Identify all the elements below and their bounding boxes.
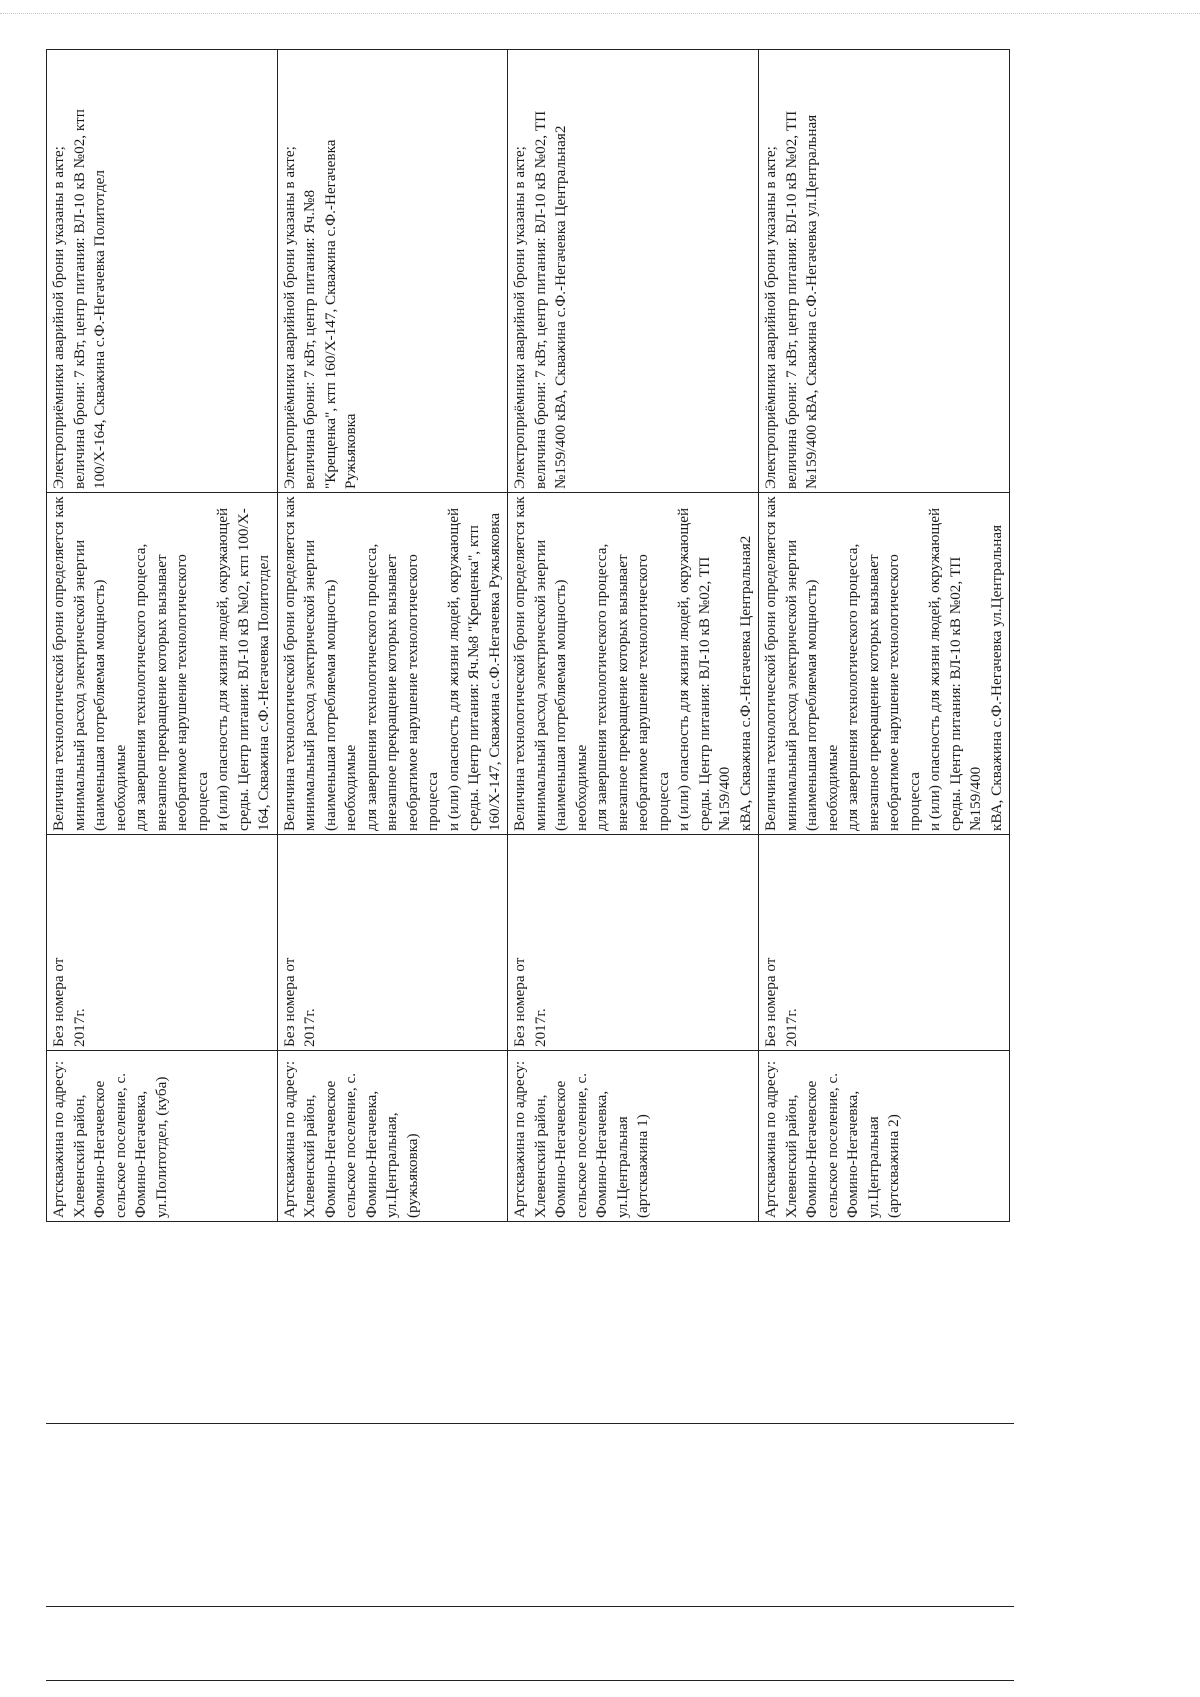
- emergency-reserve-table: [46, 49, 1010, 1222]
- cell-document: Без номера от 2017г.: [47, 835, 278, 1051]
- cell-document: Без номера от 2017г.: [277, 835, 508, 1051]
- cell-tech-reserve: Величина технологической брони определяется как минимальный расход электрической энергии (наименьшая потребляемая мощность) необходимые для завершения технологического процесса, внезапное прекращение которых вызывает необратимое нарушение технологического процесса и (или) опасность для жизни людей, окружающей среды. Центр питания: ВЛ-10 кВ №02, ктп 100/Х- 164, Скважина с.Ф.-Негачевка Политотдел: [47, 493, 278, 835]
- rule-line-1: [46, 1423, 1014, 1424]
- cell-document: Без номера от 2017г.: [508, 835, 759, 1051]
- rule-line-3: [46, 1680, 1014, 1681]
- cell-document: Без номера от 2017г.: [759, 835, 1010, 1051]
- cell-tech-reserve: Величина технологической брони определяется как минимальный расход электрической энергии (наименьшая потребляемая мощность) необходимые для завершения технологического процесса, внезапное прекращение которых вызывает необратимое нарушение технологического процесса и (или) опасность для жизни людей, окружающей среды. Центр питания: ВЛ-10 кВ №02, ТП №159/400 кВА, Скважина с.Ф.-Негачевка ул.Центральная: [759, 493, 1010, 835]
- cell-emergency-reserve: Электроприёмники аварийной брони указаны в акте; величина брони: 7 кВт, центр питания: ВЛ-10 кВ №02, ктп 100/Х-164, Скважина с.Ф.-Негачевка Политотдел: [47, 50, 278, 493]
- cell-tech-reserve: Величина технологической брони определяется как минимальный расход электрической энергии (наименьшая потребляемая мощность) необходимые для завершения технологического процесса, внезапное прекращение которых вызывает необратимое нарушение технологического процесса и (или) опасность для жизни людей, окружающей среды. Центр питания: ВЛ-10 кВ №02, ТП №159/400 кВА, Скважина с.Ф.-Негачевка Центральная2: [508, 493, 759, 835]
- cell-location: Артскважина по адресу: Хлевенский район, Фомино-Негачевское сельское поселение, с. Фомино-Негачевка, ул.Центральная (артскважина 2): [759, 1051, 1010, 1222]
- cell-emergency-reserve: Электроприёмники аварийной брони указаны в акте; величина брони: 7 кВт, центр питания: Яч.№8 "Крещенка", ктп 160/Х-147, Скважина с.Ф.-Негачевка Ружьяковка: [277, 50, 508, 493]
- cell-tech-reserve: Величина технологической брони определяется как минимальный расход электрической энергии (наименьшая потребляемая мощность) необходимые для завершения технологического процесса, внезапное прекращение которых вызывает необратимое нарушение технологического процесса и (или) опасность для жизни людей, окружающей среды. Центр питания: Яч.№8 "Крещенка", ктп 160/Х-147, Скважина с.Ф.-Негачевка Ружьяковка: [277, 493, 508, 835]
- scan-top-edge: [0, 0, 1200, 14]
- table-row: [47, 50, 278, 1222]
- table-row: [277, 50, 508, 1222]
- rotated-page-content: [46, 50, 1005, 1222]
- table-row: [759, 50, 1010, 1222]
- cell-location: Артскважина по адресу: Хлевенский район, Фомино-Негачевское сельское поселение, с. Фомино-Негачевка, ул.Центральная, (ружьяковка): [277, 1051, 508, 1222]
- cell-location: Артскважина по адресу: Хлевенский район, Фомино-Негачевское сельское поселение, с. Фомино-Негачевка, ул.Политотдел, (куба): [47, 1051, 278, 1222]
- cell-location: Артскважина по адресу: Хлевенский район, Фомино-Негачевское сельское поселение, с. Фомино-Негачевка, ул.Центральная (артскважина 1): [508, 1051, 759, 1222]
- table-row: [508, 50, 759, 1222]
- cell-emergency-reserve: Электроприёмники аварийной брони указаны в акте; величина брони: 7 кВт, центр питания: ВЛ-10 кВ №02, ТП №159/400 кВА, Скважина с.Ф.-Негачевка ул.Центральная: [759, 50, 1010, 493]
- rule-line-2: [46, 1606, 1014, 1607]
- cell-emergency-reserve: Электроприёмники аварийной брони указаны в акте; величина брони: 7 кВт, центр питания: ВЛ-10 кВ №02, ТП №159/400 кВА, Скважина с.Ф.-Негачевка Центральная2: [508, 50, 759, 493]
